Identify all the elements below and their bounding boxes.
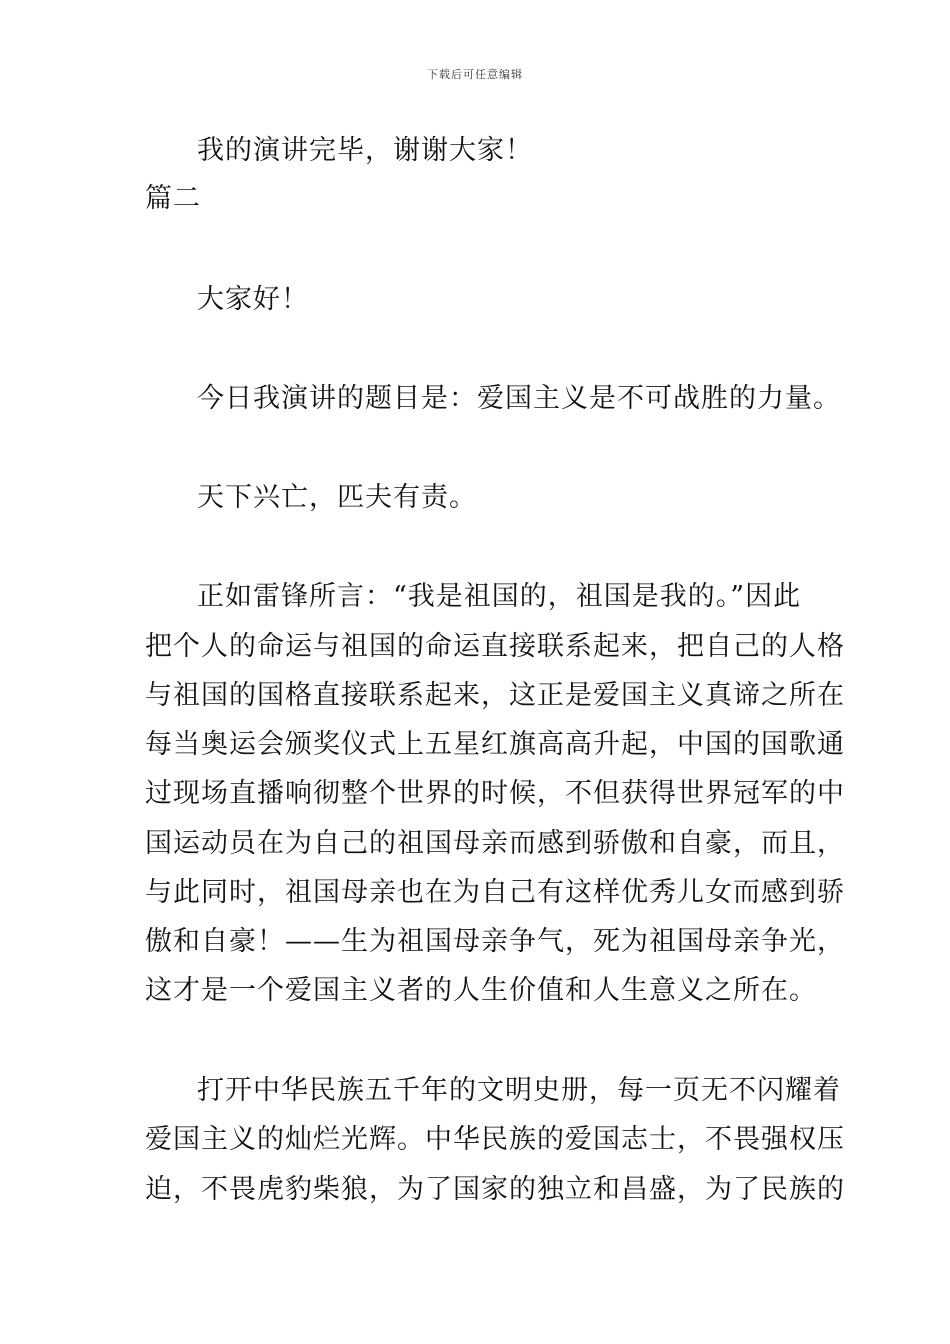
section-title: 篇二 [145,183,201,214]
paragraph-line: 打开中华民族五千年的文明史册，每一页无不闪耀着 [197,1075,841,1106]
paragraph-line: 傲和自豪！——生为祖国母亲争气，死为祖国母亲争光， [145,926,845,957]
paragraph-line: 迫，不畏虎豹柴狼，为了国家的独立和昌盛，为了民族的 [145,1174,845,1205]
paragraph-line: 与祖国的国格直接联系起来，这正是爱国主义真谛之所在 [145,680,845,711]
paragraph-line: 与此同时，祖国母亲也在为自己有这样优秀儿女而感到骄 [145,877,845,908]
greeting-line: 大家好！ [197,284,309,315]
topic-line: 今日我演讲的题目是：爱国主义是不可战胜的力量。 [197,383,841,414]
header-note: 下载后可任意编辑 [427,68,523,81]
closing-line: 我的演讲完毕，谢谢大家！ [197,135,533,166]
paragraph-line: 正如雷锋所言：“我是祖国的，祖国是我的。”因此 [197,581,802,612]
proverb-line: 天下兴亡，匹夫有责。 [197,482,477,513]
paragraph-line: 每当奥运会颁奖仪式上五星红旗高高升起，中国的国歌通 [145,729,845,760]
paragraph-line: 国运动员在为自己的祖国母亲而感到骄傲和自豪，而且， [145,828,845,859]
paragraph-line: 把个人的命运与祖国的命运直接联系起来，把自己的人格 [145,631,845,662]
paragraph-line: 这才是一个爱国主义者的人生价值和人生意义之所在。 [145,975,817,1006]
paragraph-line: 爱国主义的灿烂光辉。中华民族的爱国志士，不畏强权压 [145,1124,845,1155]
paragraph-line: 过现场直播响彻整个世界的时候，不但获得世界冠军的中 [145,778,845,809]
